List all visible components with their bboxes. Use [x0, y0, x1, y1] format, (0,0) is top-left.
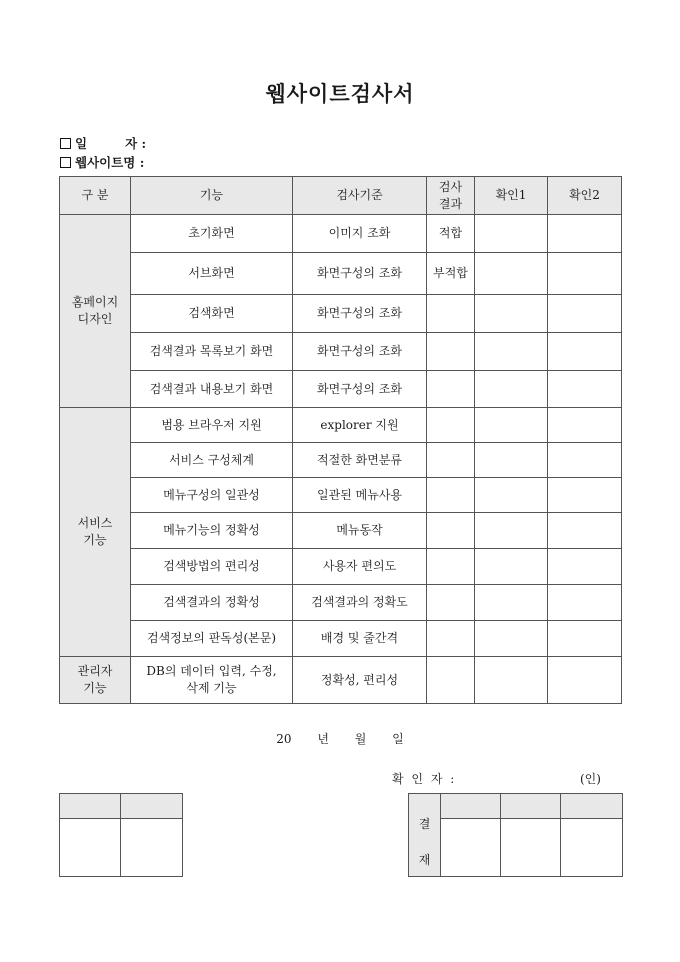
table-row: [60, 443, 622, 478]
check2-cell[interactable]: [548, 513, 622, 549]
criteria-cell: 배경 및 줄간격: [293, 621, 427, 657]
approval-header-cell: [561, 794, 623, 819]
check1-cell[interactable]: [475, 295, 548, 333]
header-function: 기능: [131, 177, 293, 215]
check1-cell[interactable]: [475, 585, 548, 621]
approval-label-1: 결: [418, 817, 431, 831]
criteria-cell: 적절한 화면분류: [293, 443, 427, 478]
function-cell: 검색방법의 편리성: [131, 549, 293, 585]
result-cell[interactable]: 적합: [427, 215, 475, 253]
category-cell: 홈페이지 디자인: [60, 215, 131, 408]
checkbox-square-icon: [60, 157, 71, 168]
result-cell[interactable]: [427, 371, 475, 408]
date-line: 20 년 월 일: [276, 732, 404, 746]
function-cell: 검색화면: [131, 295, 293, 333]
criteria-cell: 화면구성의 조화: [293, 333, 427, 371]
left-signature-box: [59, 793, 183, 877]
function-cell: 검색정보의 판독성(본문): [131, 621, 293, 657]
result-cell[interactable]: [427, 333, 475, 371]
check2-cell[interactable]: [548, 585, 622, 621]
check2-cell[interactable]: [548, 333, 622, 371]
function-cell: 초기화면: [131, 215, 293, 253]
header-check1: 확인1: [475, 177, 548, 215]
function-cell: DB의 데이터 입력, 수정, 삭제 기능: [131, 657, 293, 704]
category-cell: 관리자 기능: [60, 657, 131, 704]
result-cell[interactable]: 부적합: [427, 253, 475, 295]
table-row: [60, 478, 622, 513]
category-cell: 서비스 기능: [60, 408, 131, 657]
criteria-cell: 이미지 조화: [293, 215, 427, 253]
result-cell[interactable]: [427, 443, 475, 478]
result-cell[interactable]: [427, 549, 475, 585]
check2-cell[interactable]: [548, 478, 622, 513]
header-check2: 확인2: [548, 177, 622, 215]
criteria-cell: 화면구성의 조화: [293, 295, 427, 333]
date-label-part2: 자 :: [125, 136, 147, 151]
check2-cell[interactable]: [548, 215, 622, 253]
table-row: [60, 295, 622, 333]
sig-cell[interactable]: [60, 819, 121, 877]
approval-header-cell: [441, 794, 501, 819]
result-cell[interactable]: [427, 513, 475, 549]
header-category: 구 분: [60, 177, 131, 215]
check2-cell[interactable]: [548, 443, 622, 478]
table-row: [60, 513, 622, 549]
table-row: [60, 333, 622, 371]
document-title: 웹사이트검사서: [265, 81, 415, 106]
approval-sign-cell[interactable]: [501, 819, 561, 877]
check1-cell[interactable]: [475, 478, 548, 513]
table-row: [60, 549, 622, 585]
approval-label-cell: [409, 794, 441, 877]
check1-cell[interactable]: [475, 215, 548, 253]
table-header-row: [60, 177, 622, 215]
check2-cell[interactable]: [548, 408, 622, 443]
criteria-cell: 화면구성의 조화: [293, 253, 427, 295]
confirmer-label: 확 인 자 :: [392, 772, 457, 786]
approval-box: [408, 793, 623, 877]
result-cell[interactable]: [427, 478, 475, 513]
table-row: [60, 657, 622, 704]
function-cell: 메뉴기능의 정확성: [131, 513, 293, 549]
table-row: [60, 215, 622, 253]
header-result: 검사 결과: [427, 177, 475, 215]
criteria-cell: 사용자 편의도: [293, 549, 427, 585]
date-field: [60, 134, 146, 152]
checkbox-square-icon: [60, 138, 71, 149]
seal-label: (인): [580, 772, 601, 786]
result-cell[interactable]: [427, 621, 475, 657]
table-row: [60, 253, 622, 295]
check1-cell[interactable]: [475, 333, 548, 371]
result-cell[interactable]: [427, 657, 475, 704]
check2-cell[interactable]: [548, 657, 622, 704]
date-label-part1: 일: [75, 136, 88, 151]
result-cell[interactable]: [427, 408, 475, 443]
function-cell: 검색결과 내용보기 화면: [131, 371, 293, 408]
header-criteria: 검사기준: [293, 177, 427, 215]
function-cell: 검색결과의 정확성: [131, 585, 293, 621]
function-cell: 범용 브라우저 지원: [131, 408, 293, 443]
criteria-cell: 메뉴동작: [293, 513, 427, 549]
criteria-cell: 화면구성의 조화: [293, 371, 427, 408]
criteria-cell: 정확성, 편리성: [293, 657, 427, 704]
result-cell[interactable]: [427, 585, 475, 621]
sig-header-cell: [121, 794, 183, 819]
table-row: [60, 585, 622, 621]
approval-sign-cell[interactable]: [441, 819, 501, 877]
function-cell: 검색결과 목록보기 화면: [131, 333, 293, 371]
check1-cell[interactable]: [475, 621, 548, 657]
result-cell[interactable]: [427, 295, 475, 333]
check1-cell[interactable]: [475, 549, 548, 585]
check2-cell[interactable]: [548, 253, 622, 295]
check1-cell[interactable]: [475, 408, 548, 443]
sig-cell[interactable]: [121, 819, 183, 877]
function-cell: 서브화면: [131, 253, 293, 295]
check1-cell[interactable]: [475, 443, 548, 478]
table-row: [60, 371, 622, 408]
inspection-table: [59, 176, 622, 704]
table-row: [60, 408, 622, 443]
check2-cell[interactable]: [548, 371, 622, 408]
function-cell: 메뉴구성의 일관성: [131, 478, 293, 513]
check2-cell[interactable]: [548, 295, 622, 333]
check1-cell[interactable]: [475, 253, 548, 295]
website-name-label: 웹사이트명 :: [75, 155, 145, 170]
check2-cell[interactable]: [548, 621, 622, 657]
table-row: [60, 621, 622, 657]
sig-header-cell: [60, 794, 121, 819]
approval-header-cell: [501, 794, 561, 819]
approval-sign-cell[interactable]: [561, 819, 623, 877]
approval-label-2: 재: [418, 853, 431, 867]
check1-cell[interactable]: [475, 657, 548, 704]
check2-cell[interactable]: [548, 549, 622, 585]
criteria-cell: 검색결과의 정확도: [293, 585, 427, 621]
check1-cell[interactable]: [475, 371, 548, 408]
website-name-field: [60, 153, 144, 171]
function-cell: 서비스 구성체계: [131, 443, 293, 478]
check1-cell[interactable]: [475, 513, 548, 549]
criteria-cell: explorer 지원: [293, 408, 427, 443]
criteria-cell: 일관된 메뉴사용: [293, 478, 427, 513]
